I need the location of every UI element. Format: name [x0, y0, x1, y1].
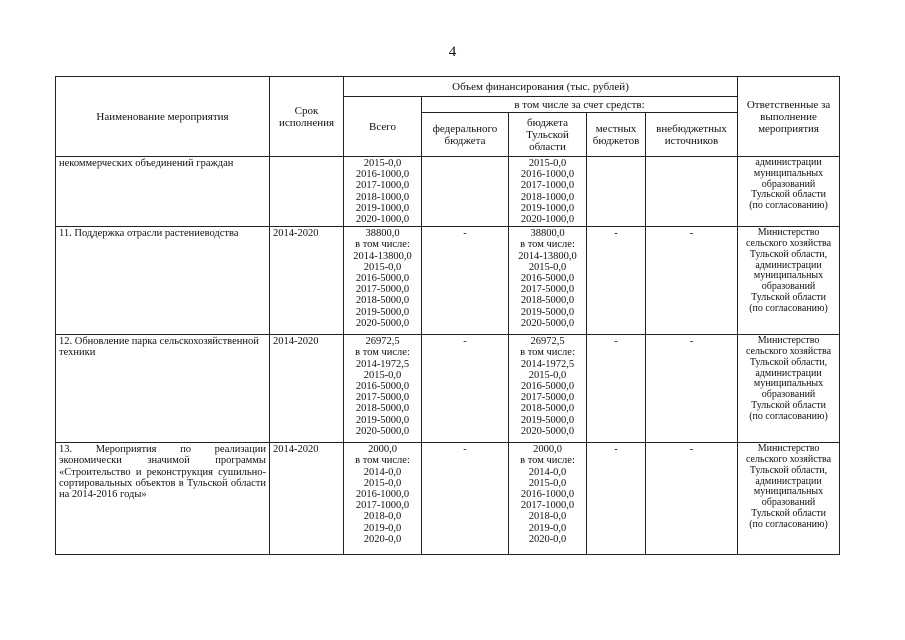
cell-regional-line: 2015-0,0 — [528, 369, 567, 381]
cell-total-line: в том числе: — [355, 239, 410, 251]
cell-total-line: в том числе: — [355, 347, 410, 359]
cell-regional-line: 2020-5000,0 — [520, 317, 575, 329]
cell-total-line: в том числе: — [355, 455, 410, 467]
table-row — [56, 443, 840, 555]
cell-responsible-line: сельского хозяйства — [746, 346, 832, 358]
cell-regional-line: в том числе: — [520, 239, 575, 251]
cell-total-line: 2020-5000,0 — [355, 425, 410, 437]
cell-responsible-line: (по согласованию) — [749, 200, 828, 212]
funding-table — [55, 76, 840, 555]
cell-responsible-line: Тульской области — [751, 400, 826, 411]
cell-regional-line: в том числе: — [520, 347, 575, 359]
cell-regional-line: 2018-1000,0 — [520, 191, 575, 203]
cell-regional-line: 2017-5000,0 — [520, 392, 575, 404]
cell-total-line: 2015-0,0 — [363, 158, 402, 169]
cell-regional-line: 38800,0 — [530, 228, 565, 240]
cell-total-line: 2017-1000,0 — [355, 500, 410, 512]
cell-total-line: 2020-5000,0 — [355, 317, 410, 329]
cell-responsible — [738, 443, 840, 555]
cell-total-line: 2016-1000,0 — [355, 489, 410, 501]
cell-responsible-line: Тульской области, — [749, 464, 828, 476]
cell-regional-line: 2014-1972,5 — [520, 358, 575, 370]
cell-total-line: 2018-1000,0 — [355, 191, 410, 203]
cell-responsible — [738, 157, 840, 227]
cell-total — [344, 335, 422, 443]
cell-responsible-line: образований — [761, 497, 816, 509]
cell-responsible-line: образований — [761, 281, 816, 293]
cell-local: - — [587, 443, 646, 555]
cell-regional-line: 2019-5000,0 — [520, 414, 575, 426]
cell-total-line: 2000,0 — [368, 444, 397, 456]
cell-name: 11. Поддержка отрасли растениеводства — [56, 227, 270, 335]
cell-total — [344, 227, 422, 335]
cell-total — [344, 157, 422, 227]
cell-responsible — [738, 335, 840, 443]
cell-regional-line: 2020-0,0 — [528, 533, 567, 545]
cell-regional-line: 26972,5 — [530, 336, 565, 348]
cell-regional-line: 2019-5000,0 — [520, 306, 575, 318]
cell-total — [344, 443, 422, 555]
cell-total-line: 38800,0 — [365, 228, 400, 240]
header-total: Всего — [344, 97, 422, 157]
cell-regional — [509, 227, 587, 335]
cell-responsible-line: муниципальных — [753, 167, 824, 179]
cell-total-line: 2014-0,0 — [363, 466, 402, 478]
cell-responsible-line: муниципальных — [753, 378, 824, 390]
cell-responsible-line: (по согласованию) — [749, 518, 828, 530]
cell-regional-line: 2018-5000,0 — [520, 295, 575, 307]
cell-responsible-line: образований — [761, 389, 816, 401]
cell-regional — [509, 443, 587, 555]
cell-total-line: 2017-5000,0 — [355, 284, 410, 296]
table-row — [56, 157, 840, 227]
cell-name: 13. Мероприятия по реализации экономически значимой программы «Строительство и реконструкция сушильно-сортировальных объектов в Тульской области на 2014-2016 годы» — [56, 443, 270, 555]
cell-name: некоммерческих объединений граждан — [56, 157, 270, 227]
cell-responsible-line: Тульской области — [751, 189, 826, 201]
cell-local: - — [587, 227, 646, 335]
cell-total-line: 2014-13800,0 — [353, 250, 412, 262]
cell-regional-line: 2017-1000,0 — [520, 500, 575, 512]
cell-total-line: 2015-0,0 — [363, 261, 402, 273]
cell-regional-line: 2016-5000,0 — [520, 273, 575, 285]
header-extra: внебюджетных источников — [646, 113, 738, 157]
cell-term: 2014-2020 — [270, 443, 344, 555]
header-local: местных бюджетов — [587, 113, 646, 157]
cell-total-line: 2019-1000,0 — [355, 202, 410, 214]
cell-total-line: 2018-5000,0 — [355, 295, 410, 307]
cell-responsible-line: муниципальных — [753, 486, 824, 498]
cell-regional-line: 2017-5000,0 — [520, 284, 575, 296]
cell-regional-line: 2018-5000,0 — [520, 403, 575, 415]
cell-regional-line: 2015-0,0 — [528, 158, 567, 169]
cell-regional-line: 2015-0,0 — [528, 477, 567, 489]
cell-total-line: 2015-0,0 — [363, 477, 402, 489]
cell-responsible-line: муниципальных — [753, 270, 824, 282]
cell-total-line: 2020-1000,0 — [355, 214, 410, 226]
cell-term: 2014-2020 — [270, 227, 344, 335]
cell-regional-line: 2019-1000,0 — [520, 202, 575, 214]
cell-extra: - — [646, 443, 738, 555]
cell-responsible-line: Министерство — [757, 443, 820, 455]
cell-regional-line: в том числе: — [520, 455, 575, 467]
cell-federal: - — [422, 443, 509, 555]
cell-total-line: 2016-1000,0 — [355, 169, 410, 181]
cell-responsible-line: администрации — [755, 475, 822, 487]
header-including: в том числе за счет средств: — [422, 97, 738, 113]
cell-regional — [509, 335, 587, 443]
cell-regional-line: 2016-5000,0 — [520, 381, 575, 393]
table-row — [56, 227, 840, 335]
cell-responsible-line: образований — [761, 178, 816, 190]
cell-regional-line: 2014-0,0 — [528, 466, 567, 478]
header-responsible: Ответственные за выполнение мероприятия — [738, 77, 840, 157]
cell-federal: - — [422, 335, 509, 443]
header-regional: бюджета Тульской области — [509, 113, 587, 157]
cell-responsible-line: администрации — [755, 367, 822, 379]
header-term: Срок исполнения — [270, 77, 344, 157]
cell-total-line: 2020-0,0 — [363, 533, 402, 545]
cell-responsible-line: сельского хозяйства — [746, 454, 832, 466]
cell-total-line: 2016-5000,0 — [355, 273, 410, 285]
cell-regional-line: 2016-1000,0 — [520, 169, 575, 181]
cell-responsible-line: администрации — [755, 157, 822, 168]
cell-responsible-line: Министерство — [757, 335, 820, 347]
cell-responsible-line: сельского хозяйства — [746, 238, 832, 250]
cell-federal: - — [422, 227, 509, 335]
table-body — [56, 157, 840, 555]
cell-total-line: 2019-5000,0 — [355, 306, 410, 318]
cell-regional-line: 2020-1000,0 — [520, 214, 575, 226]
cell-regional-line: 2015-0,0 — [528, 261, 567, 273]
cell-total-line: 2019-0,0 — [363, 522, 402, 534]
cell-regional — [509, 157, 587, 227]
cell-local — [587, 157, 646, 227]
page-number: 4 — [448, 44, 457, 60]
cell-name: 12. Обновление парка сельскохозяйственной техники — [56, 335, 270, 443]
cell-regional-line: 2000,0 — [533, 444, 562, 456]
cell-regional-line: 2016-1000,0 — [520, 489, 575, 501]
cell-total-line: 2017-5000,0 — [355, 392, 410, 404]
cell-total-line: 2018-5000,0 — [355, 403, 410, 415]
cell-extra: - — [646, 335, 738, 443]
header-funding: Объем финансирования (тыс. рублей) — [344, 77, 738, 97]
cell-regional-line: 2014-13800,0 — [518, 250, 577, 262]
cell-responsible-line: администрации — [755, 259, 822, 271]
cell-term — [270, 157, 344, 227]
cell-responsible — [738, 227, 840, 335]
cell-responsible-line: Тульской области — [751, 292, 826, 303]
table-row — [56, 335, 840, 443]
cell-total-line: 2017-1000,0 — [355, 180, 410, 192]
cell-regional-line: 2017-1000,0 — [520, 180, 575, 192]
cell-federal — [422, 157, 509, 227]
cell-total-line: 2015-0,0 — [363, 369, 402, 381]
cell-total-line: 2014-1972,5 — [355, 358, 410, 370]
cell-total-line: 2016-5000,0 — [355, 381, 410, 393]
cell-local: - — [587, 335, 646, 443]
header-federal: федерального бюджета — [422, 113, 509, 157]
cell-responsible-line: Министерство — [757, 227, 820, 239]
cell-regional-line: 2019-0,0 — [528, 522, 567, 534]
cell-term: 2014-2020 — [270, 335, 344, 443]
header-name: Наименование мероприятия — [56, 77, 270, 157]
cell-regional-line: 2020-5000,0 — [520, 425, 575, 437]
cell-total-line: 2018-0,0 — [363, 511, 402, 523]
cell-extra: - — [646, 227, 738, 335]
cell-total-line: 26972,5 — [365, 336, 400, 348]
cell-responsible-line: Тульской области — [751, 508, 826, 519]
cell-regional-line: 2018-0,0 — [528, 511, 567, 523]
cell-responsible-line: (по согласованию) — [749, 302, 828, 314]
cell-total-line: 2019-5000,0 — [355, 414, 410, 426]
cell-responsible-line: (по согласованию) — [749, 410, 828, 422]
cell-responsible-line: Тульской области, — [749, 356, 828, 368]
cell-responsible-line: Тульской области, — [749, 248, 828, 260]
cell-extra — [646, 157, 738, 227]
